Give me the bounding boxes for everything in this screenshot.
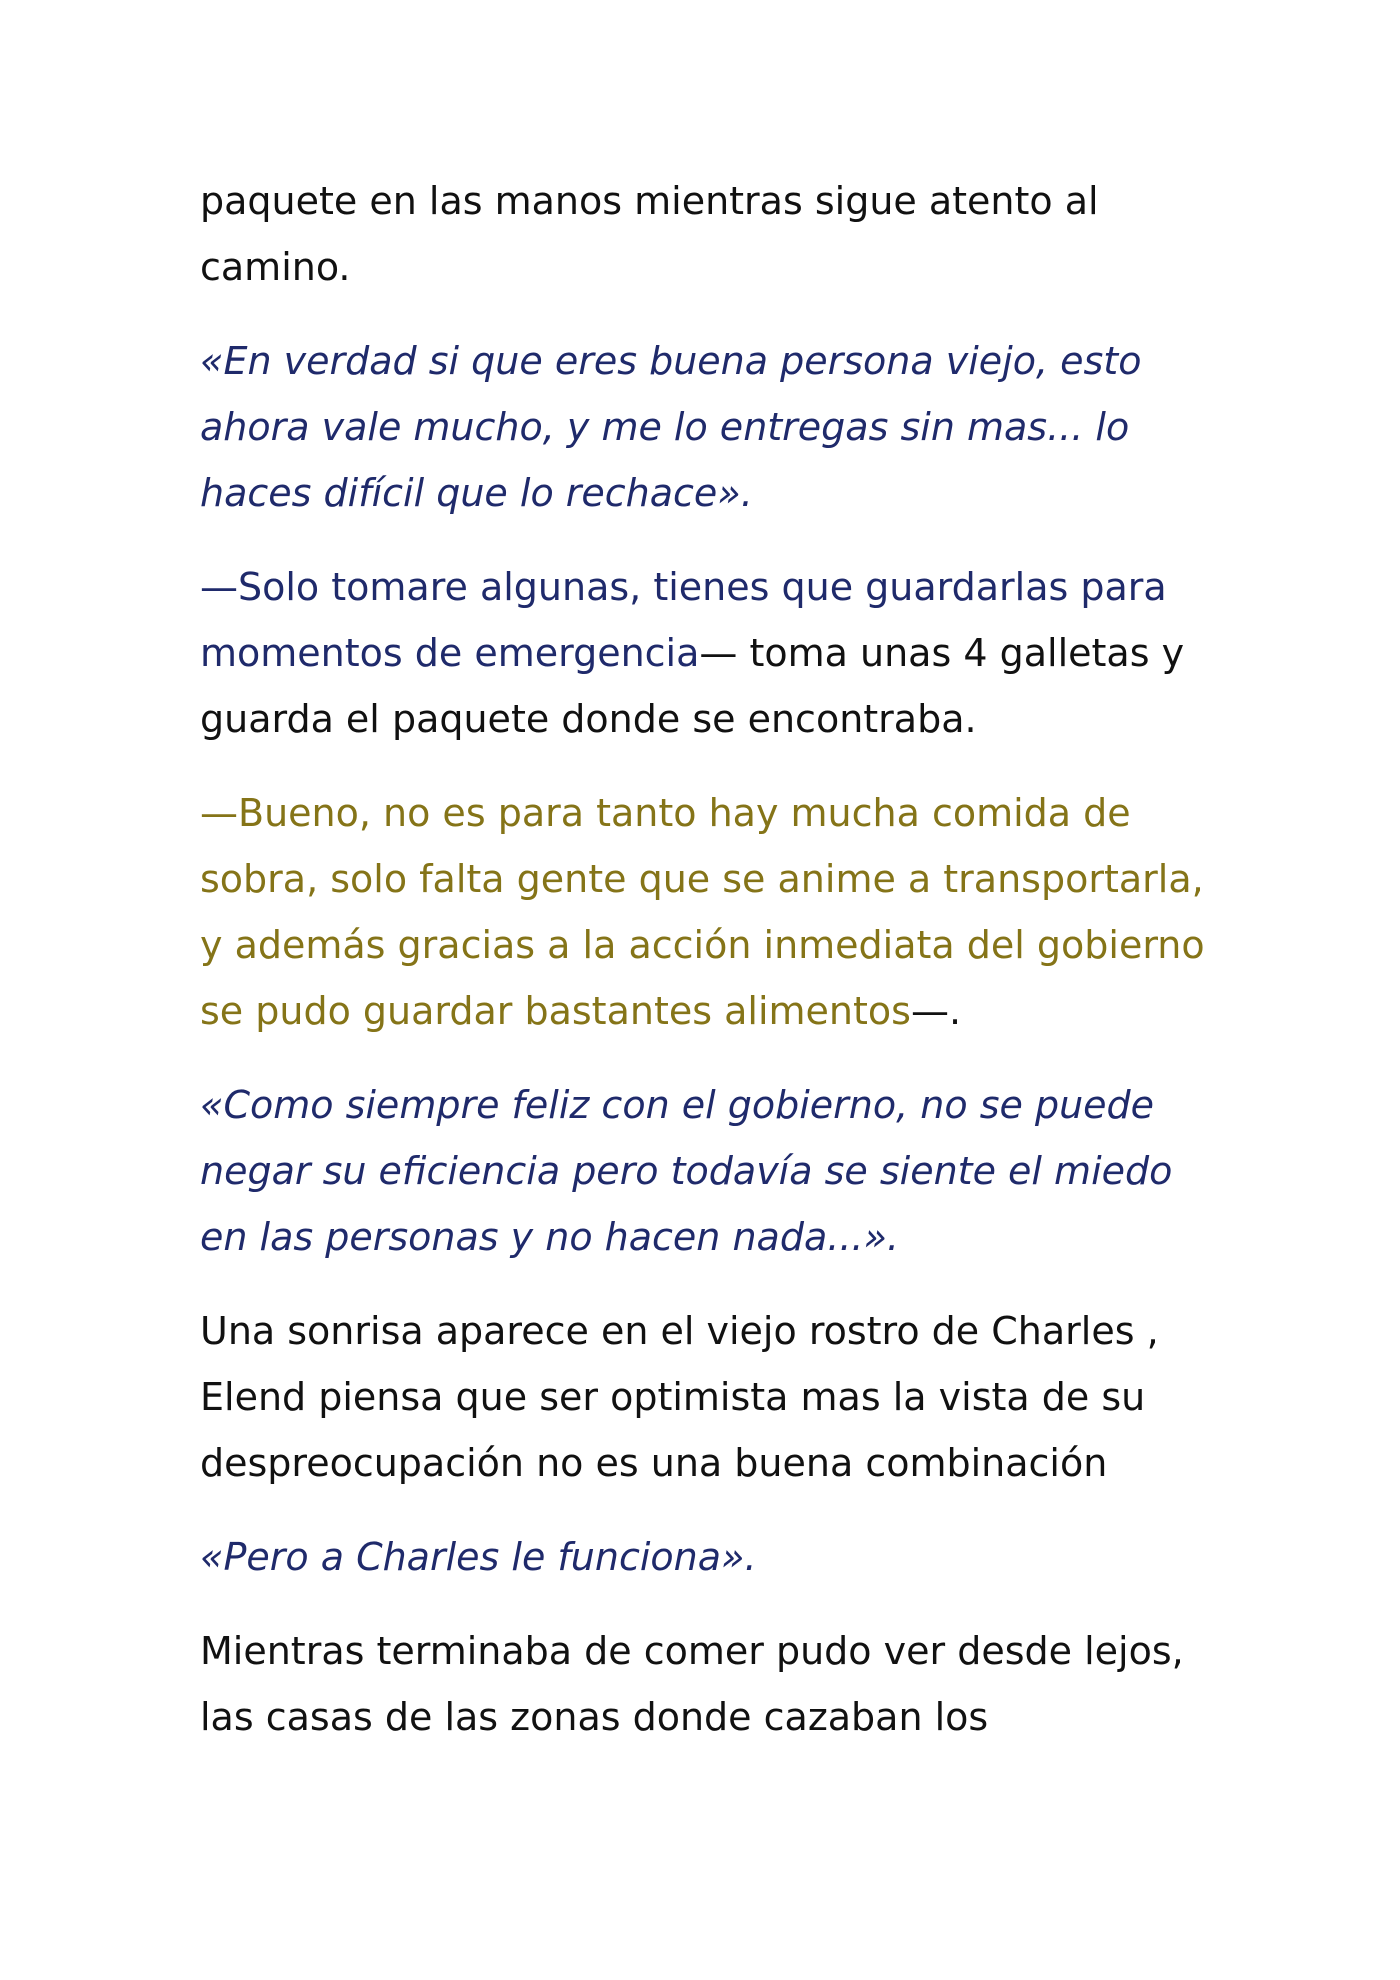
text-line: «En verdad si que eres buena persona viejo, esto — [200, 339, 1142, 383]
paragraph-dialogue-elend — [200, 554, 1220, 752]
text-line: Una sonrisa aparece en el viejo rostro de Charles , — [200, 1309, 1159, 1353]
text-line: haces difícil que lo rechace». — [200, 471, 753, 515]
paragraph-thought-3 — [200, 1524, 1220, 1590]
paragraph-thought-2 — [200, 1072, 1220, 1270]
text-line: «Pero a Charles le funciona». — [200, 1535, 757, 1579]
dialogue-fragment: se pudo guardar bastantes alimentos — [200, 989, 911, 1033]
text-line: camino. — [200, 245, 351, 289]
text-line: y además gracias a la acción inmediata del gobierno — [200, 923, 1205, 967]
text-line-mixed — [200, 620, 1220, 686]
text-line: las casas de las zonas donde cazaban los — [200, 1695, 989, 1739]
text-line: —Bueno, no es para tanto hay mucha comida de — [200, 791, 1131, 835]
text-line: despreocupación no es una buena combinación — [200, 1441, 1108, 1485]
text-line: «Como siempre feliz con el gobierno, no se puede — [200, 1083, 1155, 1127]
text-line: guarda el paquete donde se encontraba. — [200, 697, 977, 741]
text-line: negar su eficiencia pero todavía se siente el miedo — [200, 1149, 1173, 1193]
narration-fragment: — toma unas 4 galletas y — [699, 631, 1185, 675]
text-line: Mientras terminaba de comer pudo ver desde lejos, — [200, 1629, 1184, 1673]
text-line: paquete en las manos mientras sigue atento al — [200, 179, 1099, 223]
narration-fragment: —. — [910, 989, 962, 1033]
text-line: Elend piensa que ser optimista mas la vista de su — [200, 1375, 1146, 1419]
text-line: —Solo tomare algunas, tienes que guardarlas para — [200, 565, 1167, 609]
dialogue-fragment: momentos de emergencia — [200, 631, 700, 675]
text-line: en las personas y no hacen nada...». — [200, 1215, 900, 1259]
paragraph-narration-2 — [200, 1298, 1220, 1496]
paragraph-narration-3 — [200, 1618, 1220, 1750]
text-line-mixed — [200, 978, 1220, 1044]
text-line: sobra, solo falta gente que se anime a transportarla, — [200, 857, 1204, 901]
text-line: ahora vale mucho, y me lo entregas sin mas... lo — [200, 405, 1130, 449]
page-text-body — [200, 168, 1220, 1778]
paragraph-thought-1 — [200, 328, 1220, 526]
paragraph-narration-1 — [200, 168, 1220, 300]
paragraph-dialogue-charles — [200, 780, 1220, 1044]
